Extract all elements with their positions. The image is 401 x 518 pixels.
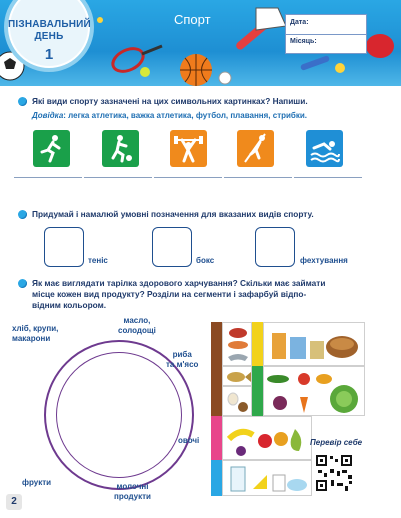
fish-image — [222, 366, 252, 386]
answer-line-1[interactable] — [14, 177, 82, 178]
meat-category-color — [211, 322, 222, 366]
plate-label-sweets — [118, 316, 156, 336]
task1-question: Які види спорту зазначені на цих символьних картинках? Напиши. — [32, 96, 308, 106]
answer-line-4[interactable] — [224, 177, 292, 178]
hint-text: : легка атлетика, важка атлетика, футбол, плавання, стрибки. — [63, 111, 308, 120]
meat-image — [222, 322, 252, 366]
plate-label-dairy-line2: продукти — [114, 492, 151, 501]
day-number: 1 — [44, 46, 54, 63]
dairy-category-color — [211, 460, 222, 496]
hint-label: Довідка — [32, 111, 64, 120]
page-header — [0, 0, 401, 86]
day-badge — [4, 0, 94, 72]
plate-label-fruits: фрукти — [22, 478, 52, 487]
plate-label-fish-meat — [166, 350, 198, 370]
badge-subtitle: ДЕНЬ — [34, 31, 64, 42]
task2-bullet-icon — [18, 210, 27, 219]
task2-question: Придумай і намалюй умовні позначення для вказаних видів спорту. — [32, 209, 314, 219]
bread-category-color — [252, 322, 263, 366]
plate-label-grains — [12, 324, 58, 344]
weightlifting-icon — [170, 130, 207, 167]
date-box-divider — [286, 34, 366, 35]
eggs-nuts-image — [222, 386, 252, 416]
tennis-label: теніс — [88, 256, 108, 265]
plate-label-fish-line2: та м'ясо — [166, 360, 199, 369]
plate-label-vegetables: овочі — [178, 436, 200, 445]
healthy-plate-inner-ring — [56, 352, 182, 478]
task3-bullet-icon — [18, 279, 27, 288]
answer-line-2[interactable] — [84, 177, 152, 178]
date-label: Дата: — [290, 19, 309, 26]
fencing-label: фехтування — [300, 256, 348, 265]
task3-question-line3: відним кольором. — [32, 300, 107, 310]
plate-label-grains-line2: макарони — [12, 334, 51, 343]
task3-question-line2: місце кожен вид продукту? Розділи на сегменти і зафарбуй відпо- — [32, 289, 307, 299]
plate-label-dairy-line1: молочні — [116, 482, 149, 491]
task3-question — [32, 278, 392, 311]
fruits-category-color — [211, 416, 222, 460]
page-number: 2 — [6, 494, 22, 510]
boxing-symbol-box[interactable] — [152, 227, 192, 267]
swimming-icon — [306, 130, 343, 167]
plate-label-dairy — [114, 482, 151, 502]
task1-bullet-icon — [18, 97, 27, 106]
dairy-image — [222, 460, 312, 496]
answer-line-3[interactable] — [154, 177, 222, 178]
plate-label-sweets-line2: солодощі — [118, 326, 156, 335]
fencing-symbol-box[interactable] — [255, 227, 295, 267]
month-label: Місяць: — [290, 38, 317, 45]
task1-hint — [32, 111, 392, 120]
badge-title: ПІЗНАВАЛЬНИЙ — [8, 19, 91, 30]
tennis-symbol-box[interactable] — [44, 227, 84, 267]
vegetables-image — [263, 366, 365, 416]
qr-code-icon[interactable] — [314, 453, 354, 493]
date-box[interactable] — [285, 14, 367, 54]
fish-category-color — [211, 366, 222, 386]
fruits-image — [222, 416, 312, 460]
task3-question-line1: Як має виглядати тарілка здорового харчування? Скільки має займати — [32, 278, 326, 288]
check-yourself-label: Перевір себе — [310, 438, 363, 447]
answer-line-5[interactable] — [294, 177, 362, 178]
plate-label-grains-line1: хліб, крупи, — [12, 324, 59, 333]
meat2-category-color — [211, 386, 222, 416]
section-title: Спорт — [174, 12, 211, 27]
vegetables-category-color — [252, 366, 263, 416]
running-icon — [33, 130, 70, 167]
football-icon — [102, 130, 139, 167]
plate-label-fish-line1: риба — [172, 350, 192, 359]
plate-label-sweets-line1: масло, — [123, 316, 151, 325]
boxing-label: бокс — [196, 256, 215, 265]
pole-vault-icon — [237, 130, 274, 167]
bread-grains-image — [263, 322, 365, 366]
